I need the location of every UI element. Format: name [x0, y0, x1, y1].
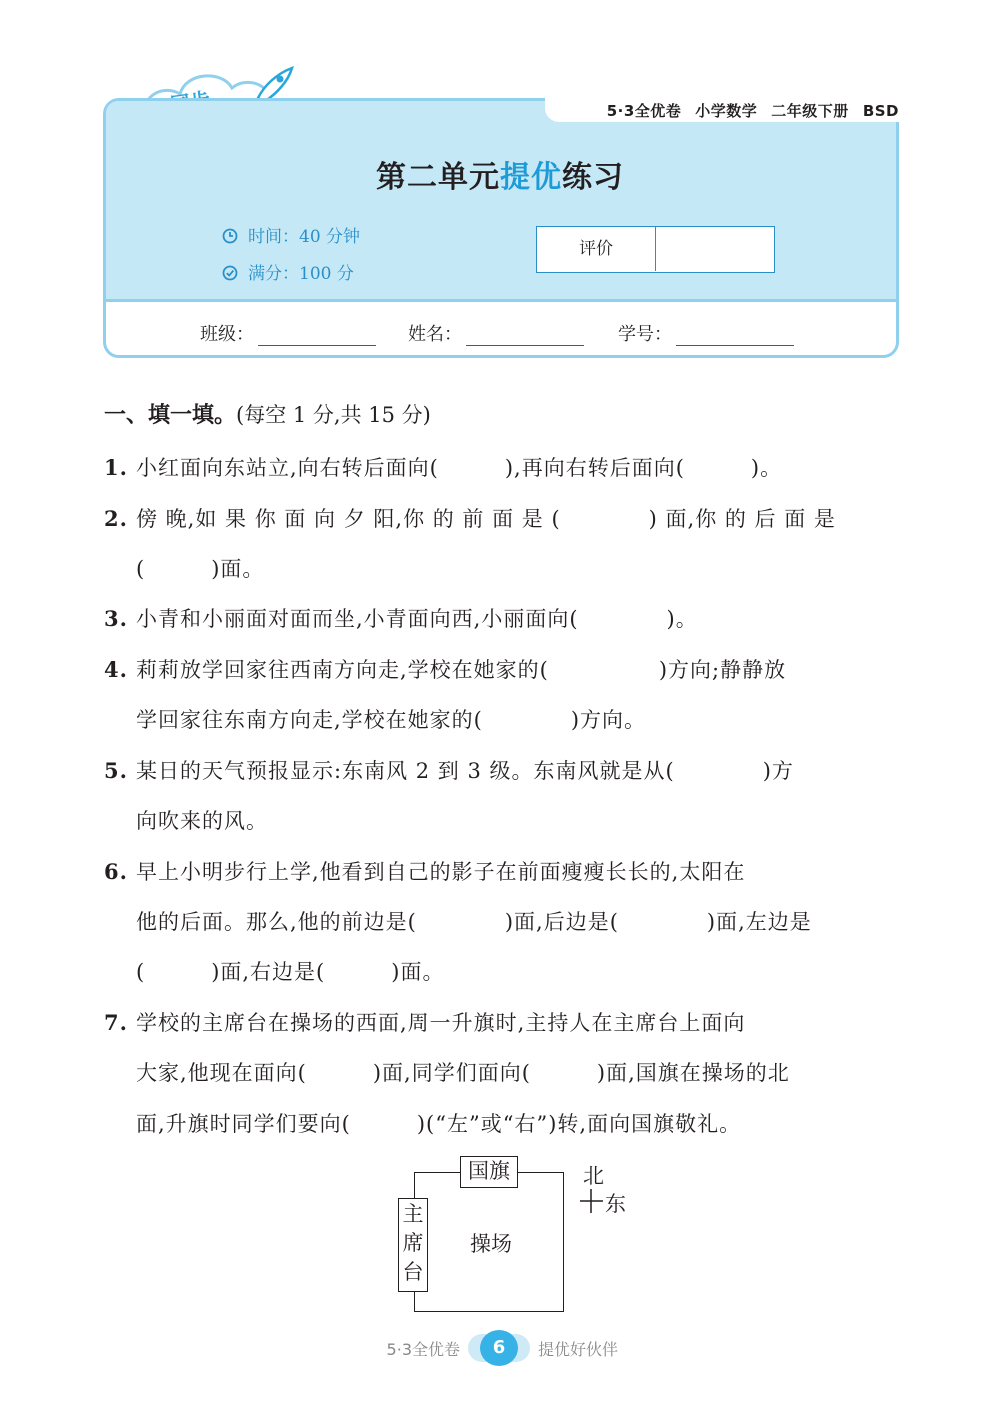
question-line: 学校的主席台在操场的西面,周一升旗时,主持人在主席台上面向: [136, 1011, 746, 1035]
score-info: [222, 259, 354, 284]
title-post: 练习: [562, 160, 624, 195]
time-info: [222, 222, 360, 247]
question-5: [104, 755, 794, 785]
class-blank[interactable]: [258, 325, 376, 346]
score-text: 满分：100 分: [248, 264, 354, 284]
question-line: 小青和小丽面对面而坐,小青面向西,小丽面向( )。: [136, 607, 698, 631]
north-label: 北: [583, 1164, 604, 1188]
playground-diagram: [390, 1150, 650, 1320]
question-7-line-3: 面,升旗时同学们要向( )(“左”或“右”)转,面向国旗敬礼。: [136, 1112, 742, 1136]
east-label: 东: [605, 1192, 626, 1216]
series-subject: 小学数学: [695, 102, 758, 120]
footer-brand: 5·3全优卷: [386, 1340, 460, 1359]
question-7: [104, 1007, 745, 1037]
name-blank[interactable]: [466, 325, 584, 346]
section-heading: 一、填一填。: [104, 402, 237, 428]
question-number: 5.: [104, 758, 128, 783]
stage-label: 主 席 台: [402, 1202, 424, 1284]
page-number: 6: [480, 1330, 518, 1366]
class-field[interactable]: [200, 320, 376, 346]
id-blank[interactable]: [676, 325, 794, 346]
series-brand: 5·3全优卷: [606, 102, 682, 120]
page-footer: [0, 1330, 1000, 1366]
question-line: 某日的天气预报显示:东南风 2 到 3 级。东南风就是从( )方: [136, 759, 794, 783]
id-label: 学号：: [618, 324, 672, 345]
section-note: (每空 1 分,共 15 分): [236, 403, 431, 427]
page-title: [0, 152, 1000, 196]
name-field[interactable]: [408, 320, 584, 346]
question-line: 莉莉放学回家往西南方向走,学校在她家的( )方向;静静放: [136, 658, 787, 682]
question-1: [104, 452, 782, 482]
title-highlight: 提优: [500, 160, 562, 195]
question-number: 7.: [104, 1010, 128, 1035]
id-field[interactable]: [618, 320, 794, 346]
stage-box: [398, 1198, 428, 1292]
footer-slogan: 提优好伙伴: [538, 1340, 619, 1359]
question-2-line-2: ( )面。: [136, 557, 265, 581]
question-number: 1.: [104, 455, 128, 480]
question-line: 小红面向东站立,向右转后面向( ),再向右转后面向( )。: [136, 456, 783, 480]
question-number: 4.: [104, 657, 128, 682]
question-7-line-2: 大家,他现在面向( )面,同学们面向( )面,国旗在操场的北: [136, 1061, 790, 1085]
time-text: 时间：40 分钟: [248, 227, 361, 247]
name-label: 姓名：: [408, 324, 462, 345]
question-number: 3.: [104, 606, 128, 631]
series-grade: 二年级下册: [771, 102, 849, 120]
question-4-line-2: 学回家往东南方向走,学校在她家的( )方向。: [136, 708, 647, 732]
question-6-line-2: 他的后面。那么,他的前边是( )面,后边是( )面,左边是: [136, 910, 812, 934]
question-line: 傍 晚,如 果 你 面 向 夕 阳,你 的 前 面 是 ( ) 面,你 的 后 面 是: [136, 507, 836, 531]
question-4: [104, 654, 786, 684]
class-label: 班级：: [200, 324, 254, 345]
question-5-line-2: 向吹来的风。: [136, 809, 268, 833]
series-edition: BSD: [862, 102, 899, 120]
question-6-line-3: ( )面,右边是( )面。: [136, 960, 445, 984]
check-circle-icon: [222, 265, 238, 281]
question-number: 6.: [104, 859, 128, 884]
series-label: [593, 100, 899, 121]
question-2: [104, 503, 836, 533]
question-number: 2.: [104, 506, 128, 531]
section-title: [104, 398, 431, 429]
question-3: [104, 603, 698, 633]
clock-icon: [222, 228, 238, 244]
evaluation-box: [536, 226, 775, 273]
field-label: 操场: [470, 1232, 512, 1256]
title-pre: 第二单元: [376, 160, 500, 195]
question-6: [104, 856, 745, 886]
question-line: 早上小明步行上学,他看到自己的影子在前面瘦瘦长长的,太阳在: [136, 860, 746, 884]
compass-cross-icon: [578, 1188, 604, 1214]
evaluation-label: 评价: [537, 227, 656, 271]
flag-box: 国旗: [460, 1156, 518, 1188]
